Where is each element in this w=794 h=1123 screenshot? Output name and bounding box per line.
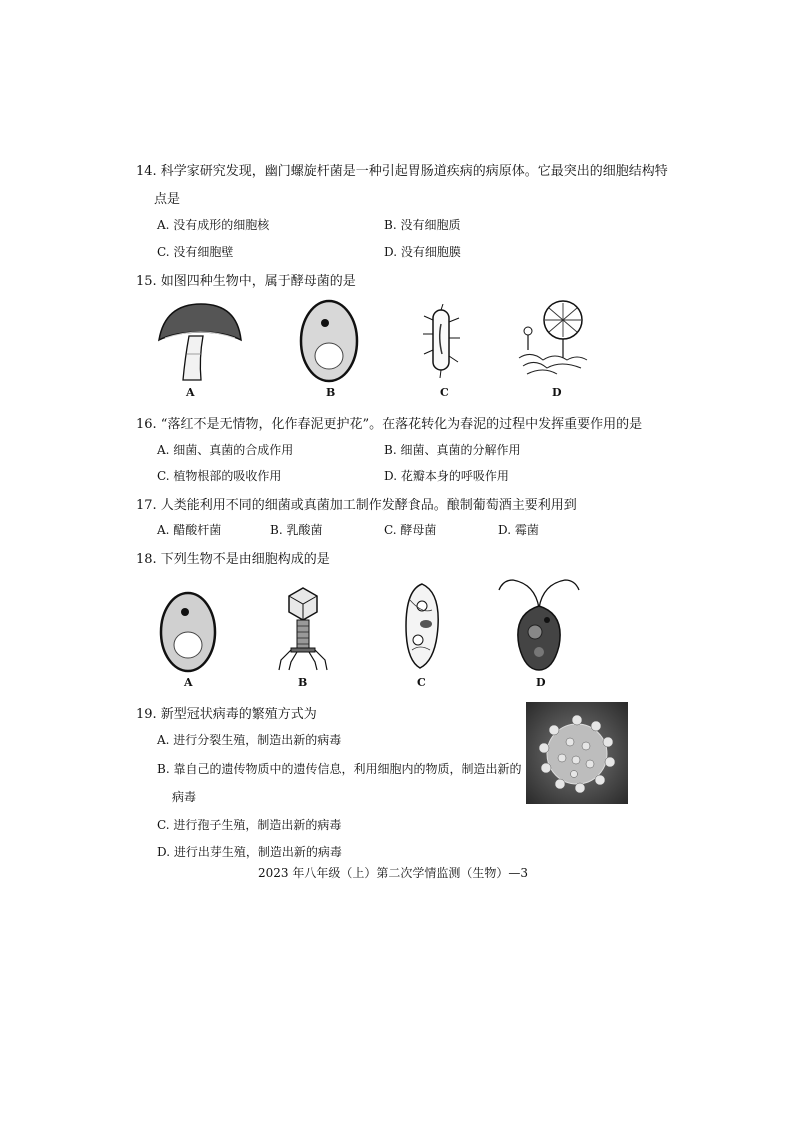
q19-option-b-cont: 病毒 <box>172 790 197 804</box>
q19-option-c: C. 进行孢子生殖，制造出新的病毒 <box>157 818 342 832</box>
yeast-cell-icon <box>158 590 218 674</box>
q16-option-b: B. 细菌、真菌的分解作用 <box>384 443 521 457</box>
q17-option-c: C. 酵母菌 <box>384 523 437 537</box>
q14-option-a: A. 没有成形的细胞核 <box>157 218 270 232</box>
q17-option-a: A. 醋酸杆菌 <box>157 523 222 537</box>
bacterium-icon <box>418 304 464 380</box>
q15-stem: 15. 如图四种生物中，属于酵母菌的是 <box>136 274 356 289</box>
q19-option-a: A. 进行分裂生殖，制造出新的病毒 <box>157 733 342 747</box>
q18-label-a: A <box>184 676 193 689</box>
q14-stem-line2: 点是 <box>154 192 181 207</box>
q18-stem: 18. 下列生物不是由细胞构成的是 <box>136 552 330 567</box>
q17-option-b: B. 乳酸菌 <box>270 523 323 537</box>
q15-label-c: C <box>440 386 449 399</box>
q16-option-d: D. 花瓣本身的呼吸作用 <box>384 469 509 483</box>
page-footer: 2023 年八年级（上）第二次学情监测（生物）—3 <box>258 866 528 880</box>
q14-option-c: C. 没有细胞壁 <box>157 245 234 259</box>
q15-label-d: D <box>552 386 562 399</box>
q19-option-b: B. 靠自己的遗传物质中的遗传信息，利用细胞内的物质，制造出新的 <box>157 762 522 776</box>
q16-option-a: A. 细菌、真菌的合成作用 <box>157 443 294 457</box>
paramecium-icon <box>400 580 444 672</box>
q15-label-a: A <box>186 386 195 399</box>
mushroom-icon <box>155 300 245 382</box>
mold-icon <box>517 298 589 380</box>
yeast-cell-icon <box>298 298 360 384</box>
q17-option-d: D. 霉菌 <box>498 523 539 537</box>
q14-option-d: D. 没有细胞膜 <box>384 245 461 259</box>
q18-label-d: D <box>536 676 546 689</box>
bacteriophage-icon <box>275 586 331 672</box>
coronavirus-image <box>526 702 628 804</box>
q14-stem-line1: 14. 科学家研究发现，幽门螺旋杆菌是一种引起胃肠道疾病的病原体。它最突出的细胞结构特 <box>136 164 668 179</box>
q19-stem: 19. 新型冠状病毒的繁殖方式为 <box>136 707 317 722</box>
q16-stem: 16. “落红不是无情物，化作春泥更护花”。在落花转化为春泥的过程中发挥重要作用的是 <box>136 417 643 432</box>
q16-option-c: C. 植物根部的吸收作用 <box>157 469 282 483</box>
q14-option-b: B. 没有细胞质 <box>384 218 461 232</box>
q19-option-d: D. 进行出芽生殖，制造出新的病毒 <box>157 845 342 859</box>
chlamydomonas-icon <box>495 574 583 674</box>
q15-label-b: B <box>326 386 336 399</box>
q18-label-c: C <box>417 676 426 689</box>
q17-stem: 17. 人类能利用不同的细菌或真菌加工制作发酵食品。酿制葡萄酒主要利用到 <box>136 498 577 513</box>
q18-label-b: B <box>298 676 308 689</box>
